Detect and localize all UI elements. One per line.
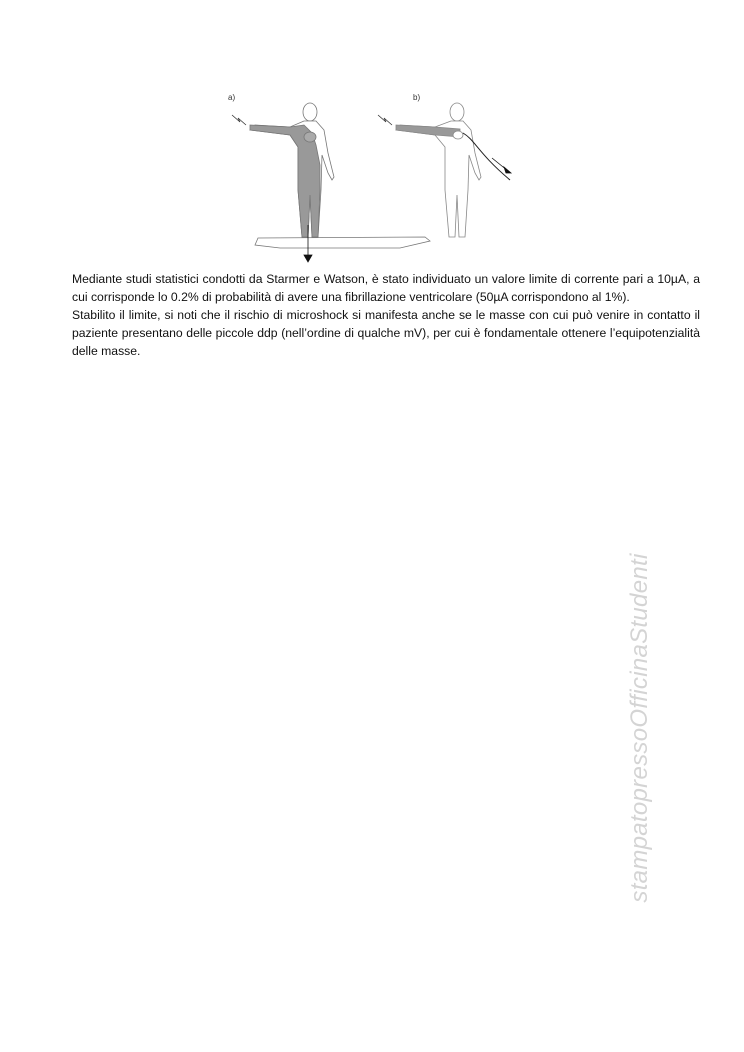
body-figures-illustration xyxy=(220,85,530,265)
paragraph-microshock: Stabilito il limite, si noti che il rischio di microshock si manifesta anche se le masse con cui può venire in contatto il paziente presentano delle piccole ddp (nell’ordine di qualche mV), per cui è fondamentale ottenere l’equipotenzialità delle masse. xyxy=(72,308,700,358)
watermark: stampatopressoOfficinaStudenti xyxy=(626,553,653,903)
figure-b-microshock xyxy=(378,103,511,237)
current-path-figure xyxy=(220,85,530,265)
body-text xyxy=(72,270,700,360)
panel-a-label: a) xyxy=(228,93,236,102)
panel-b-label: b) xyxy=(413,93,421,102)
paragraph-starmer-watson: Mediante studi statistici condotti da Starmer e Watson, è stato individuato un valore limite di corrente pari a 10µA, a cui corrisponde lo 0.2% di probabilità di avere una fibrillazione ventricolare (50µA corrispondono al 1%). xyxy=(72,272,700,304)
